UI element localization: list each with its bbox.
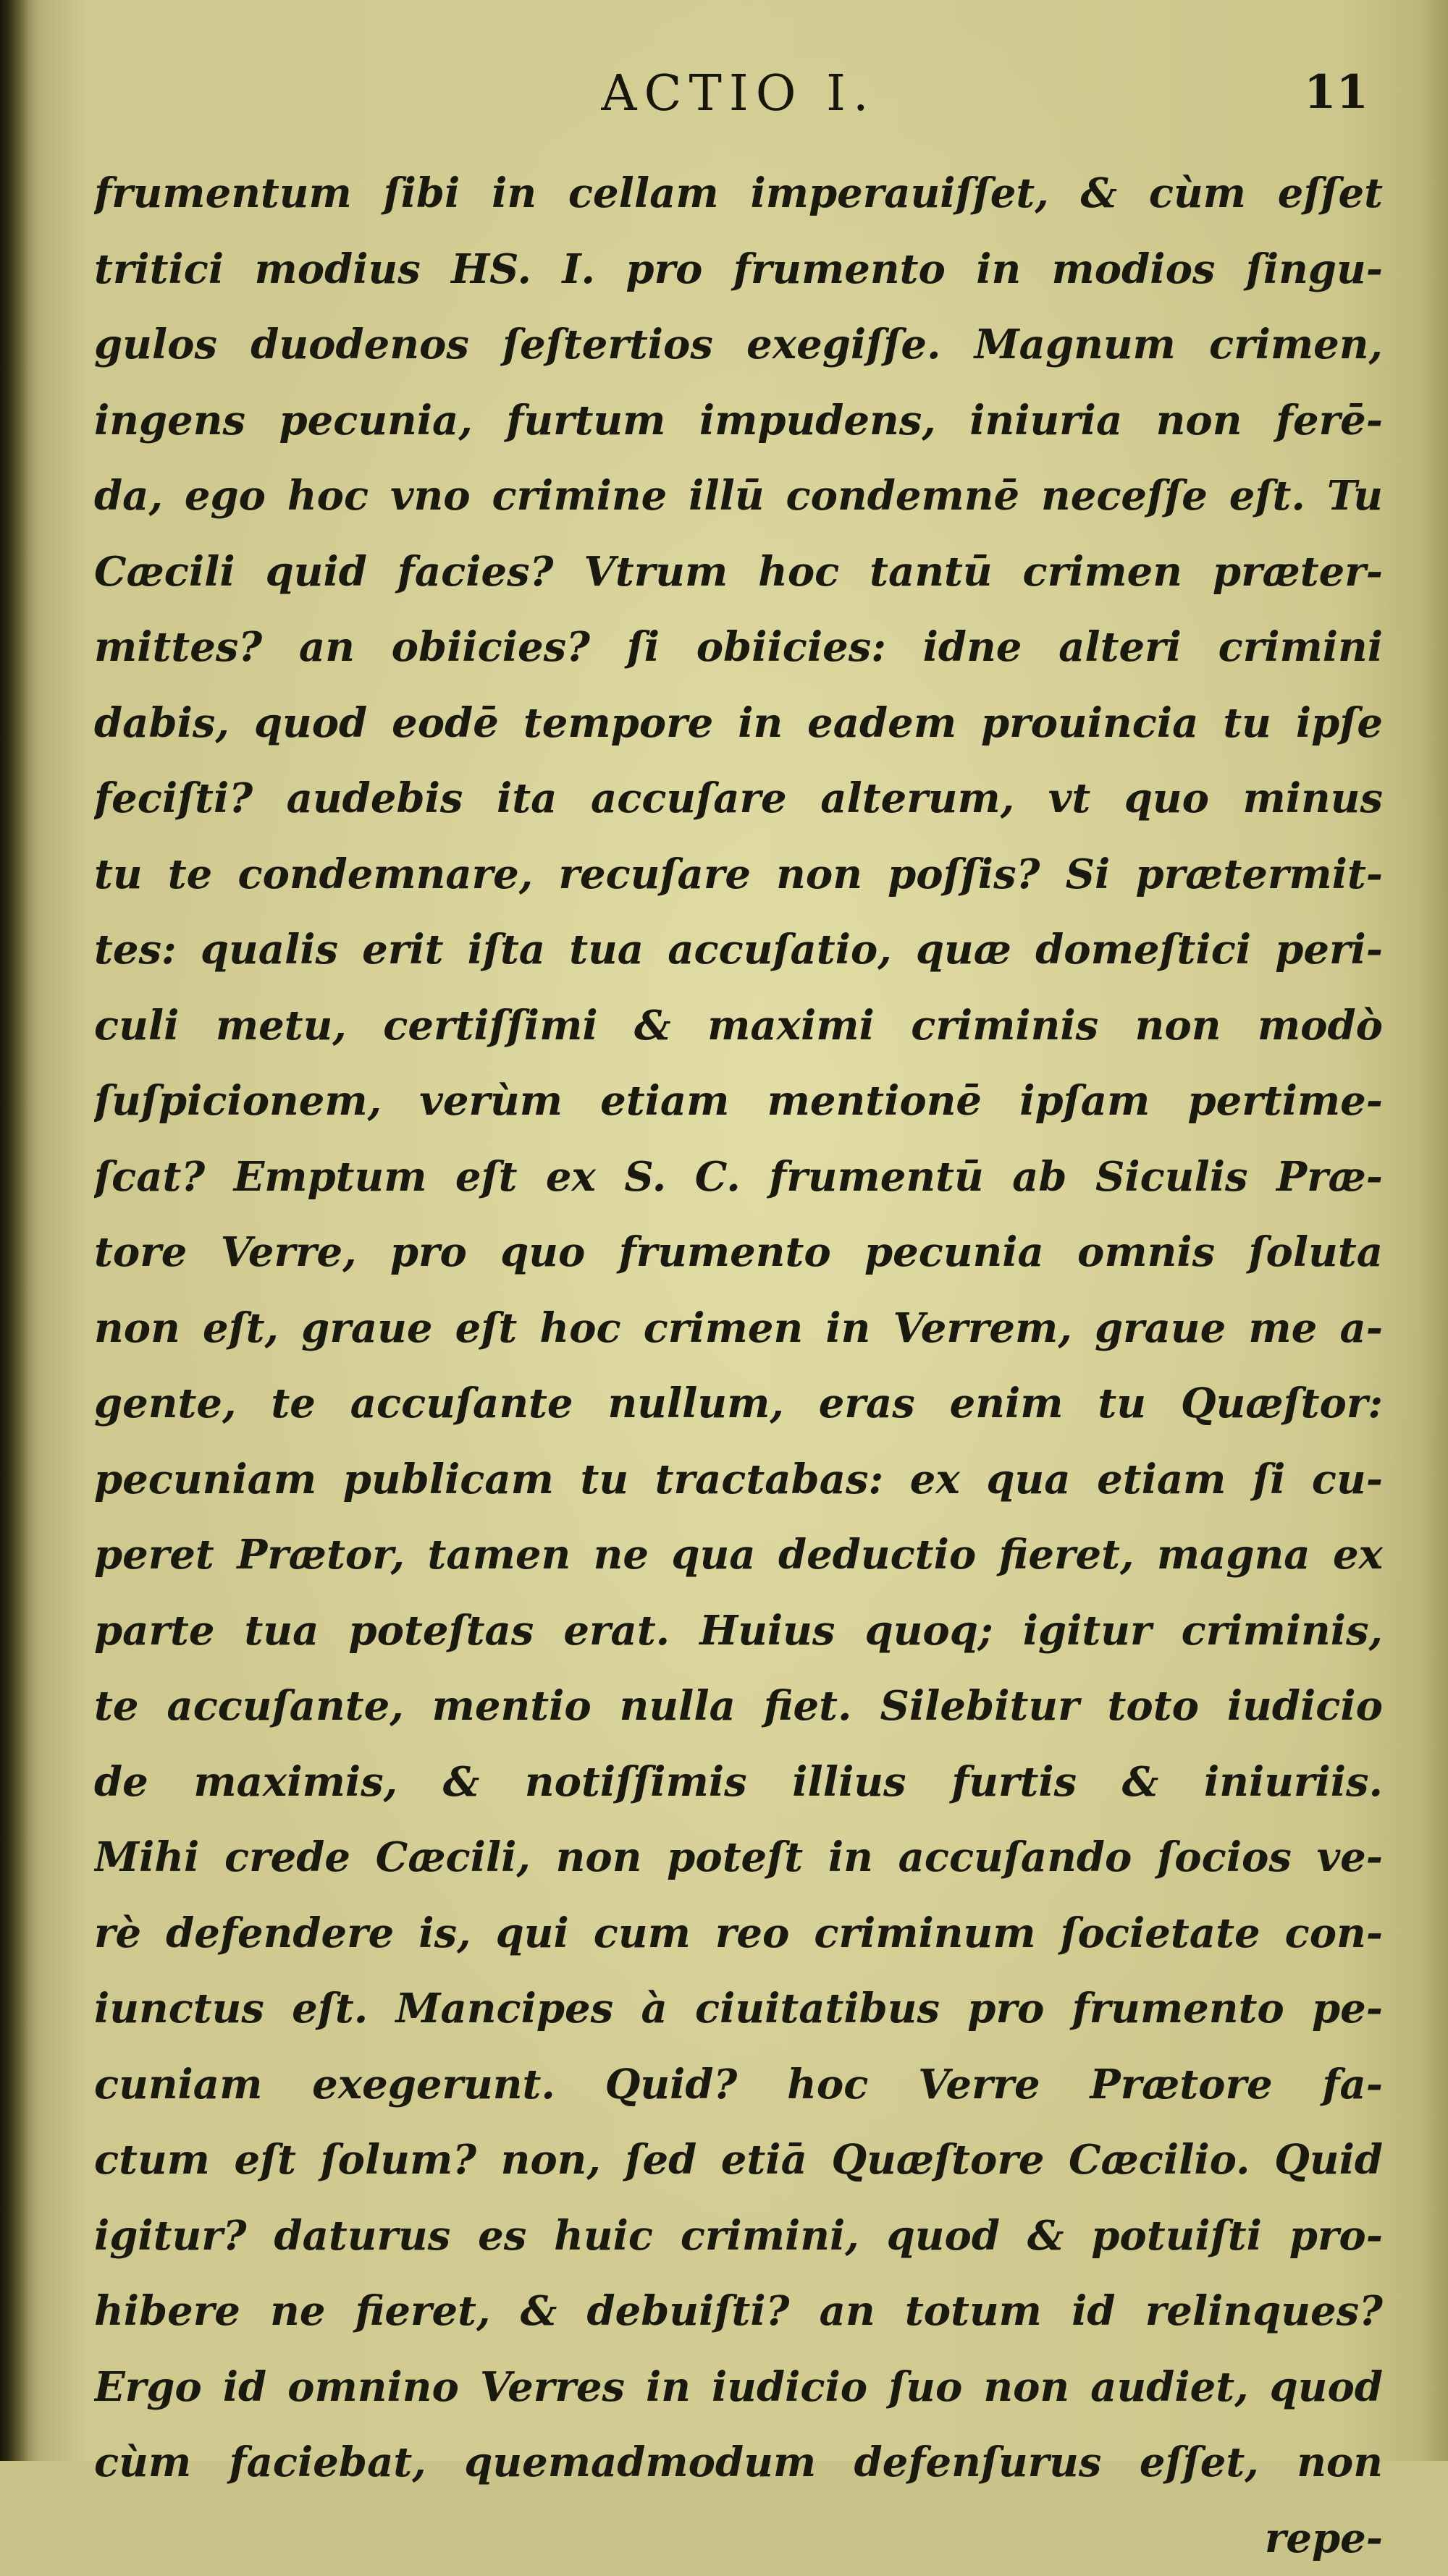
text-line: tritici modius HS. I. pro frumento in modios ſingu- [94,232,1383,308]
text-line: ſuſpicionem, verùm etiam mentionē ipſam pertime- [94,1063,1383,1139]
body-text [94,156,1383,2576]
text-line: pecuniam publicam tu tractabas: ex qua etiam ſi cu- [94,1442,1383,1518]
running-head: ACTIO I. [550,65,927,122]
text-line: gente, te accuſante nullum, eras enim tu Quæſtor: [94,1366,1383,1442]
text-line: feciſti? audebis ita accuſare alterum, vt quo minus [94,761,1383,837]
text-line: de maximis, & notiſſimis illius furtis & iniuriis. [94,1744,1383,1820]
text-line: Mihi crede Cæcili, non poteſt in accuſando ſocios ve- [94,1820,1383,1896]
text-line: tore Verre, pro quo frumento pecunia omnis ſoluta [94,1215,1383,1291]
text-line: te accuſante, mentio nulla fiet. Silebitur toto iudicio [94,1668,1383,1744]
text-line: culi metu, certiſſimi & maximi criminis non modò [94,988,1383,1064]
text-line: igitur? daturus es huic crimini, quod & potuiſti pro- [94,2198,1383,2274]
text-line: non eſt, graue eſt hoc crimen in Verrem, graue me a- [94,1291,1383,1367]
text-line: cùm faciebat, quemadmodum defenſurus eſſet, non [94,2425,1383,2501]
binding-gutter-shadow [0,0,29,2461]
text-line: tes: qualis erit iſta tua accuſatio, quæ domeſtici peri- [94,912,1383,988]
text-line: hibere ne fieret, & debuiſti? an totum id relinques? [94,2273,1383,2349]
text-line: ctum eſt ſolum? non, ſed etiā Quæſtore Cæcilio. Quid [94,2122,1383,2198]
catchword: repe- [94,2501,1383,2576]
text-line: gulos duodenos ſeſtertios exegiſſe. Magnum crimen, [94,307,1383,383]
text-line: iunctus eſt. Mancipes à ciuitatibus pro frumento pe- [94,1971,1383,2047]
text-line: parte tua poteſtas erat. Huius quoq; igitur criminis, [94,1593,1383,1669]
text-line: dabis, quod eodē tempore in eadem prouincia tu ipſe [94,685,1383,761]
page-header [0,65,1448,145]
text-line: tu te condemnare, recuſare non poſſis? Si prætermit- [94,837,1383,913]
text-line: rè defendere is, qui cum reo criminum ſocietate con- [94,1896,1383,1972]
text-line: cuniam exegerunt. Quid? hoc Verre Prætore fa- [94,2047,1383,2123]
page-number: 11 [1281,65,1368,119]
text-line: Ergo id omnino Verres in iudicio ſuo non audiet, quod [94,2349,1383,2425]
text-line: frumentum ſibi in cellam imperauiſſet, & cùm eſſet [94,156,1383,232]
text-line: Cæcili quid facies? Vtrum hoc tantū crimen præter- [94,534,1383,610]
text-line: da, ego hoc vno crimine illū condemnē neceſſe eſt. Tu [94,458,1383,534]
text-line: ingens pecunia, furtum impudens, iniuria non ferē- [94,383,1383,459]
text-line: ſcat? Emptum eſt ex S. C. frumentū ab Siculis Præ- [94,1139,1383,1215]
text-line: peret Prætor, tamen ne qua deductio fieret, magna ex [94,1517,1383,1593]
text-line: mittes? an obiicies? ſi obiicies: idne alteri crimini [94,609,1383,685]
